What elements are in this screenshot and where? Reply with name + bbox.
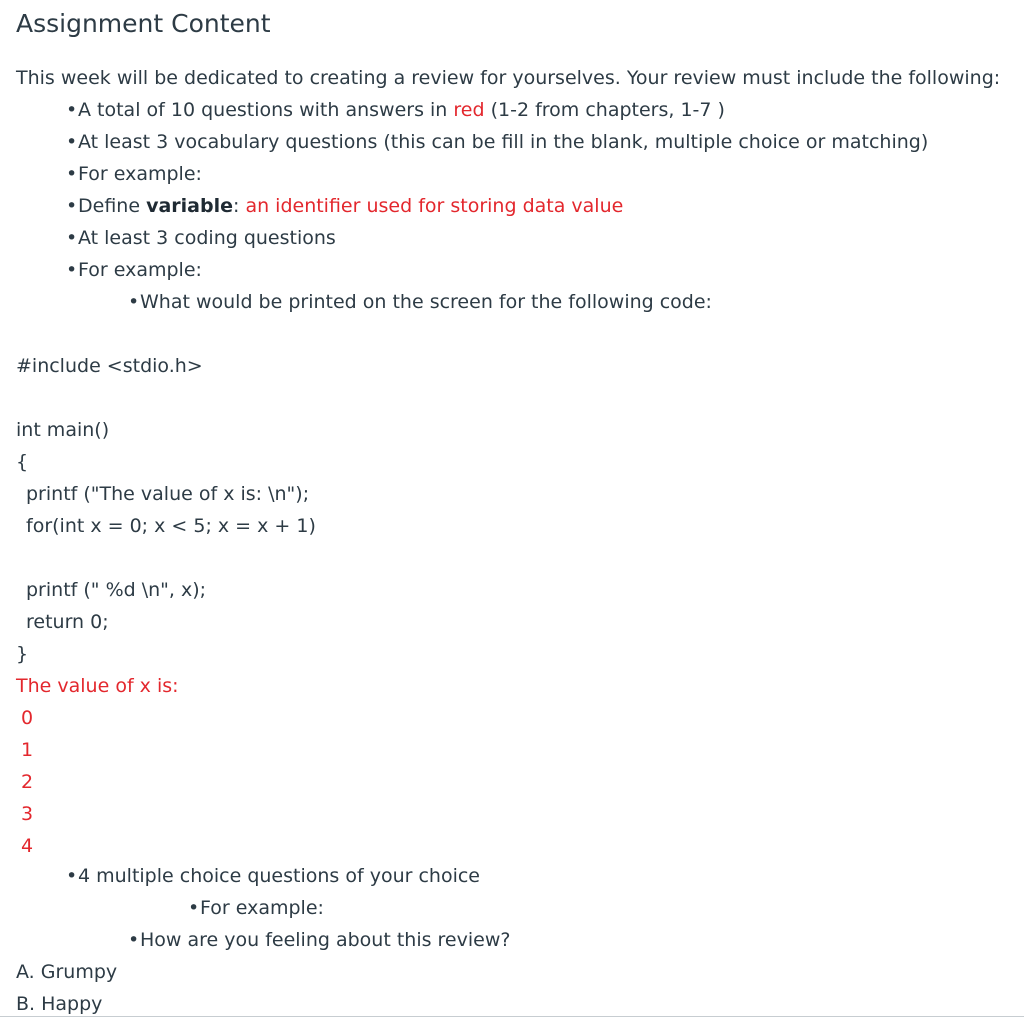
list-item (66, 158, 202, 190)
code-line: int main() (16, 419, 110, 441)
bullet-text: At least 3 vocabulary questions (this can be fill in the blank, multiple choice or matching) (78, 131, 929, 153)
output-value: 1 (21, 739, 34, 761)
code-line: { (16, 451, 29, 473)
bullet-text: What would be printed on the screen for the following code: (140, 291, 712, 313)
red-answer: an identifier used for storing data value (245, 195, 624, 217)
bullet-text: For example: (78, 259, 202, 281)
bullet-text: How are you feeling about this review? (140, 929, 511, 951)
code-line: return 0; (26, 611, 109, 633)
code-line: #include <stdio.h> (16, 355, 203, 377)
output-value: 3 (21, 803, 34, 825)
bullet-text: Define (78, 195, 147, 217)
bullet-text: For example: (78, 163, 202, 185)
list-item (188, 892, 324, 924)
list-item (66, 126, 928, 158)
output-value: 2 (21, 771, 34, 793)
code-line: } (16, 643, 29, 665)
list-item (66, 860, 480, 892)
answer-option: A. Grumpy (16, 961, 118, 983)
list-item (66, 190, 623, 222)
bullet-text: : (232, 195, 246, 217)
list-item (66, 254, 202, 286)
bullet-text: At least 3 coding questions (78, 227, 336, 249)
answer-option: B. Happy (16, 993, 103, 1015)
divider (0, 1016, 1024, 1017)
bullet-text: A total of 10 questions with answers in (78, 99, 454, 121)
output-value: 4 (21, 835, 34, 857)
code-line: for(int x = 0; x < 5; x = x + 1) (26, 515, 316, 537)
red-text: red (453, 99, 485, 121)
list-item (128, 924, 510, 956)
output-value: 0 (21, 707, 34, 729)
code-line: printf (" %d \n", x); (26, 579, 207, 601)
bullet-text: 4 multiple choice questions of your choice (78, 865, 480, 887)
list-item (128, 286, 712, 318)
list-item (66, 222, 336, 254)
code-line: printf ("The value of x is: \n"); (26, 483, 310, 505)
intro-text: This week will be dedicated to creating a review for yourselves. Your review must include the following: (16, 67, 1001, 89)
bullet-text: For example: (200, 897, 324, 919)
bold-term: variable (146, 195, 233, 217)
output-heading: The value of x is: (16, 675, 179, 697)
list-item (66, 94, 725, 126)
page-title: Assignment Content (16, 9, 271, 38)
bullet-text: (1-2 from chapters, 1-7 ) (484, 99, 725, 121)
